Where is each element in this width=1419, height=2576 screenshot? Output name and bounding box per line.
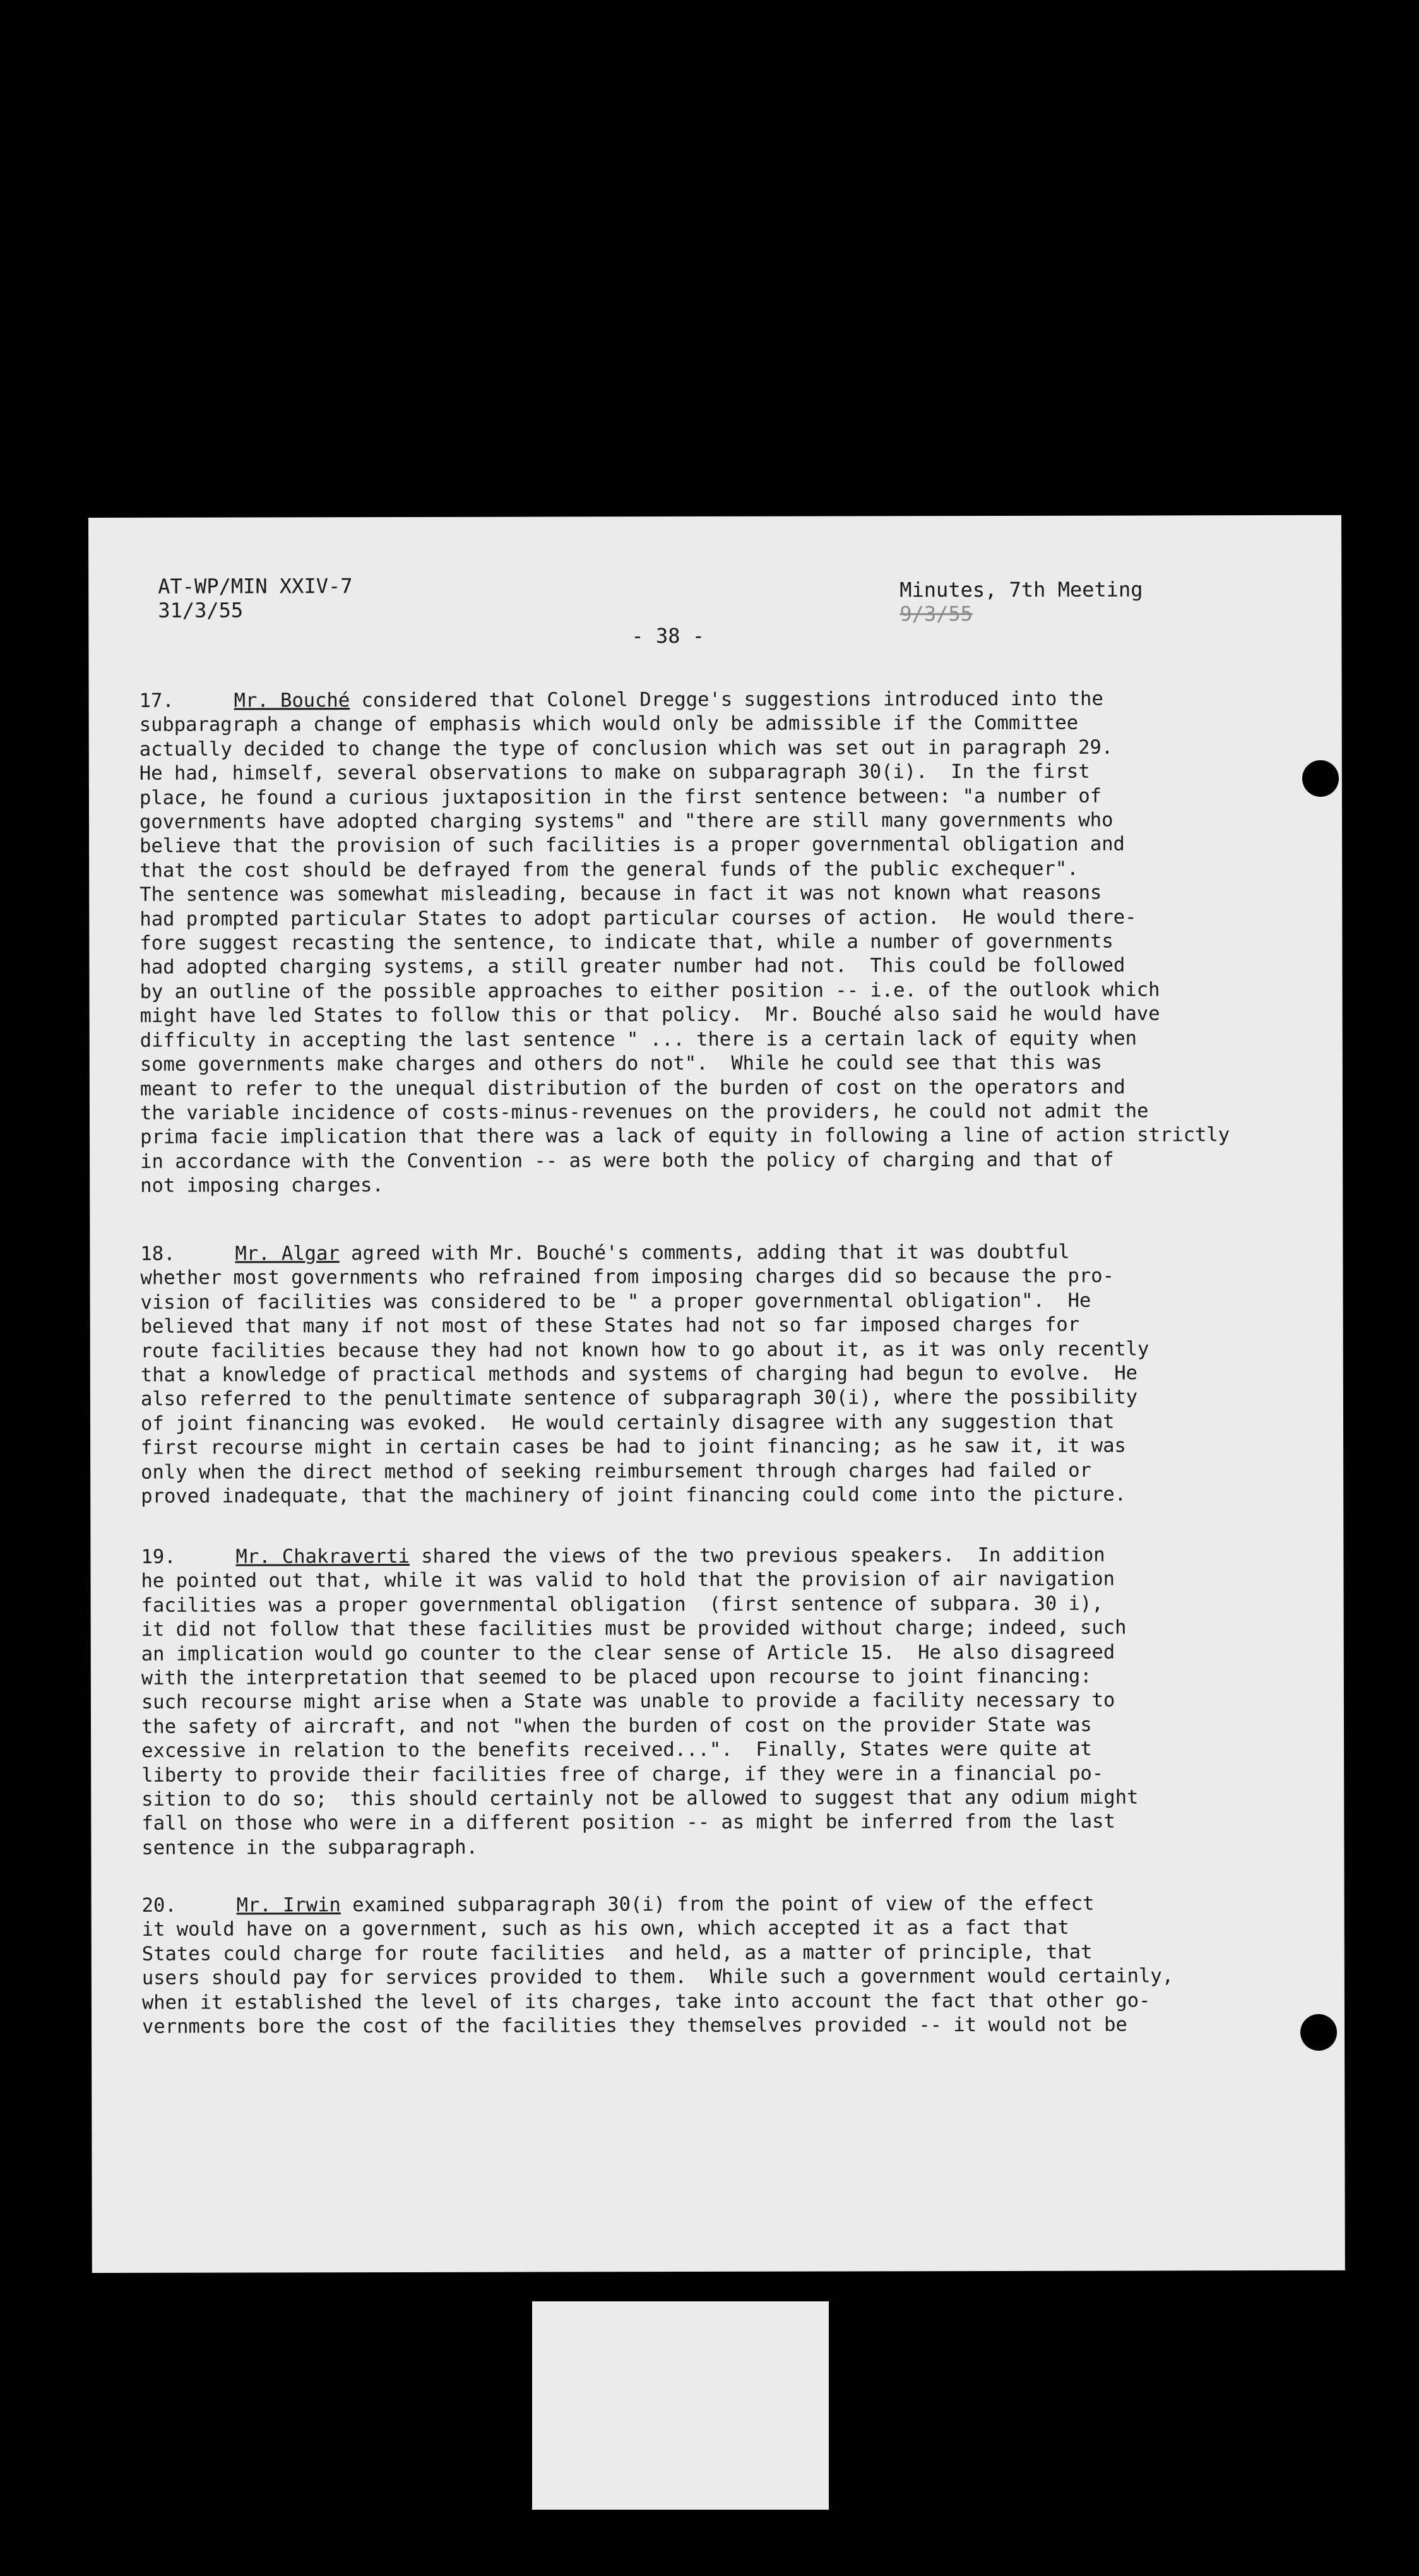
paragraph-first-line: shared the views of the two previous speakers. In addition (409, 1544, 1105, 1568)
speaker-name: Mr. Bouché (234, 689, 350, 712)
paragraph-first-line: considered that Colonel Dregge's suggestions introduced into the (350, 688, 1103, 712)
speaker-name: Mr. Algar (235, 1243, 340, 1265)
document-page (88, 515, 1345, 2273)
paragraph-first-line: examined subparagraph 30(i) from the point of view of the effect (340, 1892, 1095, 1917)
speaker-name: Mr. Irwin (236, 1894, 341, 1917)
paragraph-17 (140, 687, 1296, 1198)
paragraph-number: 18. (140, 1243, 175, 1265)
speaker-name: Mr. Chakraverti (235, 1545, 410, 1568)
paragraph-20 (142, 1892, 1297, 2039)
paragraph-number: 20. (141, 1894, 177, 1917)
microfilm-target-card (532, 2301, 829, 2510)
paragraph-number: 17. (139, 689, 174, 712)
paragraph-body: whether most governments who refrained from imposing charges did so because the pro- vision of facilities was considered to be " a proper governmental obligation". He believed that many if not most of these States had not so far imposed charges for route facilities because they had not known how to go about it, as it was only recently that a knowledge of practical methods and systems of charging had begun to evolve. He also referred to the penultimate sentence of subparagraph 30(i), where the possibility of joint financing was evoked. He would certainly disagree with any suggestion that first recourse might in certain cases be had to joint financing; as he saw it, it was only when the direct method of seeking reimbursement through charges had failed or proved inadequate, that the machinery of joint financing could come into the picture. (140, 1265, 1149, 1508)
punch-hole-bottom (1300, 2014, 1337, 2051)
paragraph-body: it would have on a government, such as his own, which accepted it as a fact that States could charge for route facilities and held, as a matter of principle, that users should pay for services provided to them. While such a government would certainly, when it established the level of its charges, take into account the fact that other go- vernments bore the cost of the facilities they themselves provided -- it would not be (141, 1917, 1174, 2038)
meeting-title: Minutes, 7th Meeting (899, 577, 1143, 602)
doc-ref: AT-WP/MIN XXIV-7 (158, 574, 353, 599)
doc-date: 31/3/55 (158, 598, 244, 623)
paragraph-first-line: agreed with Mr. Bouché's comments, adding that it was doubtful (339, 1241, 1070, 1265)
meeting-header (899, 578, 1143, 626)
page-number: - 38 - (631, 623, 705, 648)
paragraph-19 (141, 1543, 1297, 1861)
paragraph-body: he pointed out that, while it was valid to hold that the provision of air navigation facilities was a proper governmental obligation (first sentence of subpara. 30 i), it did not follow that these facilities must be provided without charge; indeed, such an implication would go counter to the clear sense of Article 15. He also disagreed with the interpretation that seemed to be placed upon recourse to joint financing: such recourse might arise when a State was unable to provide a facility necessary to the safety of aircraft, and not "when the burden of cost on the provider State was excessive in relation to the benefits received...". Finally, States were quite at liberty to provide their facilities free of charge, if they were in a financial po- sition to do so; this should certainly not be allowed to suggest that any odium might fall on those who were in a different position -- as might be inferred from the last sentence in the subparagraph. (141, 1568, 1139, 1859)
punch-hole-top (1302, 760, 1339, 797)
document-reference (158, 574, 352, 623)
meeting-date: 9/3/55 (899, 602, 973, 626)
paragraph-18 (140, 1240, 1296, 1509)
paragraph-body: subparagraph a change of emphasis which would only be admissible if the Committee actually decided to change the type of conclusion which was set out in paragraph 29. He had, himself, several observations to make on subparagraph 30(i). In the first place, he found a curious juxtaposition in the first sentence between: "a number of governments have adopted charging systems" and "there are still many governments who believe that the provision of such facilities is a proper governmental obligation and that the cost should be defrayed from the general funds of the public exchequer". The sentence was somewhat misleading, because in fact it was not known what reasons had prompted particular States to adopt particular courses of action. He would there- fore suggest recasting the sentence, to indicate that, while a number of governments had adopted charging systems, a still greater number had not. This could be followed by an outline of the possible approaches to either position -- i.e. of the outlook which might have led States to follow this or that policy. Mr. Bouché also said he would have difficulty in accepting the last sentence " ... there is a certain lack of equity when some governments make charges and others do not". While he could see that this was meant to refer to the unequal distribution of the burden of cost on the operators and the variable incidence of costs-minus-revenues on the providers, he could not admit the prima facie implication that there was a lack of equity in following a line of action strictly in accordance with the Convention -- as were both the policy of charging and that of not imposing charges. (139, 712, 1230, 1197)
paragraph-number: 19. (141, 1546, 176, 1568)
